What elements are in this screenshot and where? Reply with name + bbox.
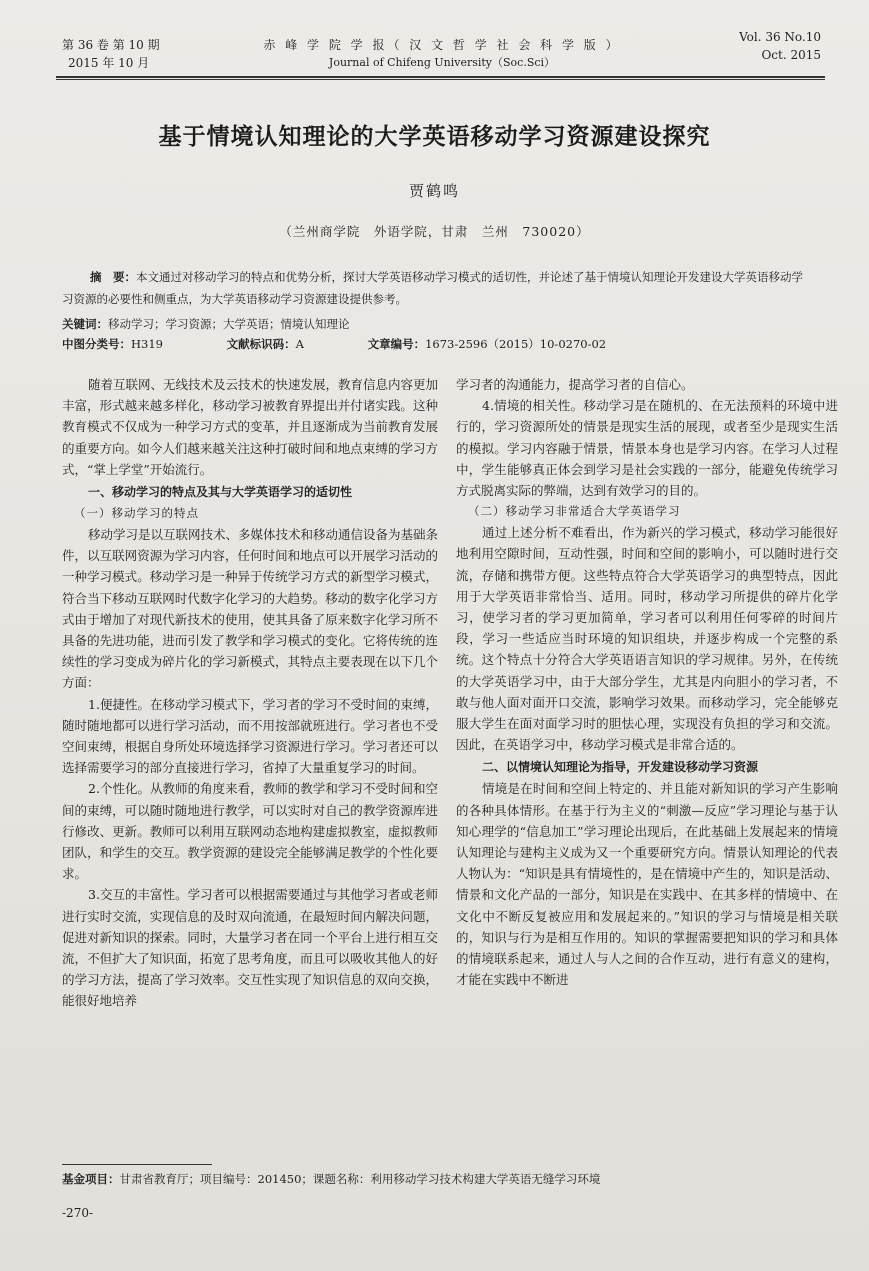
clc-label: 中图分类号： [62,337,131,351]
body-paragraph: 情境是在时间和空间上特定的、并且能对新知识的学习产生影响的各种具体情形。在基于行为主义的“刺激—反应”学习理论与基于认知心理学的“信息加工”学习理论出现后，在此基础上发展起来的情境认知理论与建构主义成为又一个重要研究方向。情景认知理论的代表人物认为：“知识是具有情境性的，是在情境中产生的，知识是活动、情景和文化产品的一部分，知识是在实践中、在其多样的情境中、在文化中不断反复被应用和发展起来的。”知识的学习与情境是相关联的，知识与行为是相互作用的。知识的掌握需要把知识的学习和具体的情境联系起来，通过人与人之间的合作互动，进行有意义的建构，才能在实践中不断进 [456,781,838,988]
abstract-text: 本文通过对移动学习的特点和优势分析，探讨大学英语移动学习模式的适切性，并论述了基于情境认知理论开发建设大学英语移动学习资源的必要性和侧重点，为大学英语移动学习资源建设提供参考。 [62,270,803,306]
author-affiliation: （兰州商学院 外语学院，甘肃 兰州 730020） [279,224,590,239]
section-heading-2: 二、以情境认知理论为指导，开发建设移动学习资源 [482,760,759,775]
section-heading-1: 一、移动学习的特点及其与大学英语学习的适切性 [88,485,353,500]
body-paragraph: 学习者的沟通能力，提高学习者的自信心。 [456,377,694,392]
intro-paragraph: 随着互联网、无线技术及云技术的快速发展，教育信息内容更加丰富，形式越来越多样化，移动学习被教育界提出并付诸实践。这种教育模式不仅成为一种学习方式的变革，并且逐渐成为当前教育发展的重要方向。如今人们越来越关注这种打破时间和地点束缚的学习方式，“掌上学堂”开始流行。 [62,377,439,477]
keywords [62,314,811,334]
article-title: 基于情境认知理论的大学英语移动学习资源建设探究 [158,124,711,150]
abstract-label: 摘 要： [90,270,136,284]
journal-name-cn: 赤 峰 学 院 学 报（ 汉 文 哲 学 社 会 科 学 版 ） [263,38,621,52]
volume-en: Vol. 36 No.10 [739,30,821,44]
article-no-value: 1673-2596（2015）10-0270-02 [425,337,607,351]
header-rule [56,76,825,78]
body-paragraph: 4.情境的相关性。移动学习是在随机的、在无法预料的环境中进行的，学习资源所处的情景是现实生活的展现，或者至少是现实生活的模拟。学习内容融于情景，情景本身也是学习内容。在学习人过程中，学生能够真正体会到学习是社会实践的一部分，能避免传统学习方式脱离实际的弊端，达到有效学习的目的。 [456,398,838,499]
header-right [739,28,821,64]
keywords-text: 移动学习；学习资源；大学英语；情境认知理论 [108,317,350,331]
subsection-heading-1: （一）移动学习的特点 [74,506,199,521]
doc-code-label: 文献标识码： [226,337,296,351]
doc-code-value: A [295,337,304,351]
journal-name-en: Journal of Chifeng University（Soc.Sci） [328,56,556,69]
article-no-label: 文章编号： [367,337,426,351]
date-cn: 2015 年 10 月 [68,56,150,70]
keywords-label: 关键词： [62,317,108,331]
article-author: 贾鹤鸣 [408,182,460,200]
body-paragraph: 1.便捷性。在移动学习模式下，学习者的学习不受时间的束缚，随时随地都可以进行学习活动，而不用按部就班进行。学习者也不受空间束缚，根据自身所处环境选择学习资源进行学习。学习者还可以选择需要学习的部分直接进行学习，省掉了大量重复学习的时间。 [62,696,438,776]
clc-value: H319 [131,337,163,351]
page-number: -270- [62,1206,94,1220]
body-paragraph: 2.个性化。从教师的角度来看，教师的教学和学习不受时间和空间的束缚，可以随时随地进行教学，可以实时对自己的教学资源库进行修改、更新。教师可以利用互联网动态地构建虚拟教室，虚拟教师团队，和学生的交互。教学资源的建设完全能够满足教学的个性化要求。 [62,781,438,882]
left-column [62,374,438,1012]
subsection-heading-2: （二）移动学习非常适合大学英语学习 [468,504,681,519]
header-center [262,36,622,72]
footnote-rule [62,1164,212,1165]
header-rule-thin [56,79,825,80]
header-left [62,36,160,72]
right-column [456,374,838,990]
footnote-label: 基金项目： [62,1172,120,1186]
body-paragraph: 3.交互的丰富性。学习者可以根据需要通过与其他学习者或老师进行实时交流，实现信息的及时双向流通，在最短时间内解决问题，促进对新知识的探索。同时，大量学习者在同一个平台上进行相互交流，不但扩大了知识面，拓宽了思考角度，而且可以吸收其他人的好的学习方法，提高了学习效率。交互性实现了知识信息的双向交换，能很好地培养 [62,887,438,1009]
classification-line [62,334,811,354]
footnote-text: 甘肃省教育厅；项目编号：201450；课题名称：利用移动学习技术构建大学英语无缝学习环境 [119,1172,601,1186]
body-paragraph: 通过上述分析不难看出，作为新兴的学习模式，移动学习能很好地利用空隙时间，互动性强，时间和空间的影响小，可以随时进行交流，存储和携带方便。这些特点符合大学英语学习的典型特点，因此用于大学英语非常恰当、适用。同时，移动学习所提供的碎片化学习，使学习者的学习更加简单，学习者可以利用任何零碎的时间片段，学习一些适应当时环境的知识组块，并逐步构成一个完整的系统。这个特点十分符合大学英语语言知识的学习规律。另外，在传统的大学英语学习中，由于大部分学生，尤其是内向胆小的学习者，不敢与他人面对面开口交流，影响学习效果。而移动学习，完全能够克服大学生在面对面学习时的胆怯心理，实现没有负担的学习和交流。因此，在英语学习中，移动学习模式是非常合适的。 [456,525,838,753]
date-en: Oct. 2015 [761,48,821,62]
body-paragraph: 移动学习是以互联网技术、多媒体技术和移动通信设备为基础条件，以互联网资源为学习内容，任何时间和地点可以开展学习活动的一种学习模式。移动学习是一种异于传统学习方式的新型学习模式，符合当下移动互联网时代数字化学习的大趋势。移动的数字化学习方式由于增加了对现代新技术的使用，使其具备了原来数字化学习所不具备的先进功能，进而引发了教学和学习模式的变化。它将传统的连续性的学习变成为碎片化的学习新模式，其特点主要表现在以下几个方面： [62,527,439,691]
running-header [62,22,821,74]
footnote [62,1170,829,1188]
volume-cn: 第 36 卷 第 10 期 [62,38,160,52]
abstract [62,266,811,310]
